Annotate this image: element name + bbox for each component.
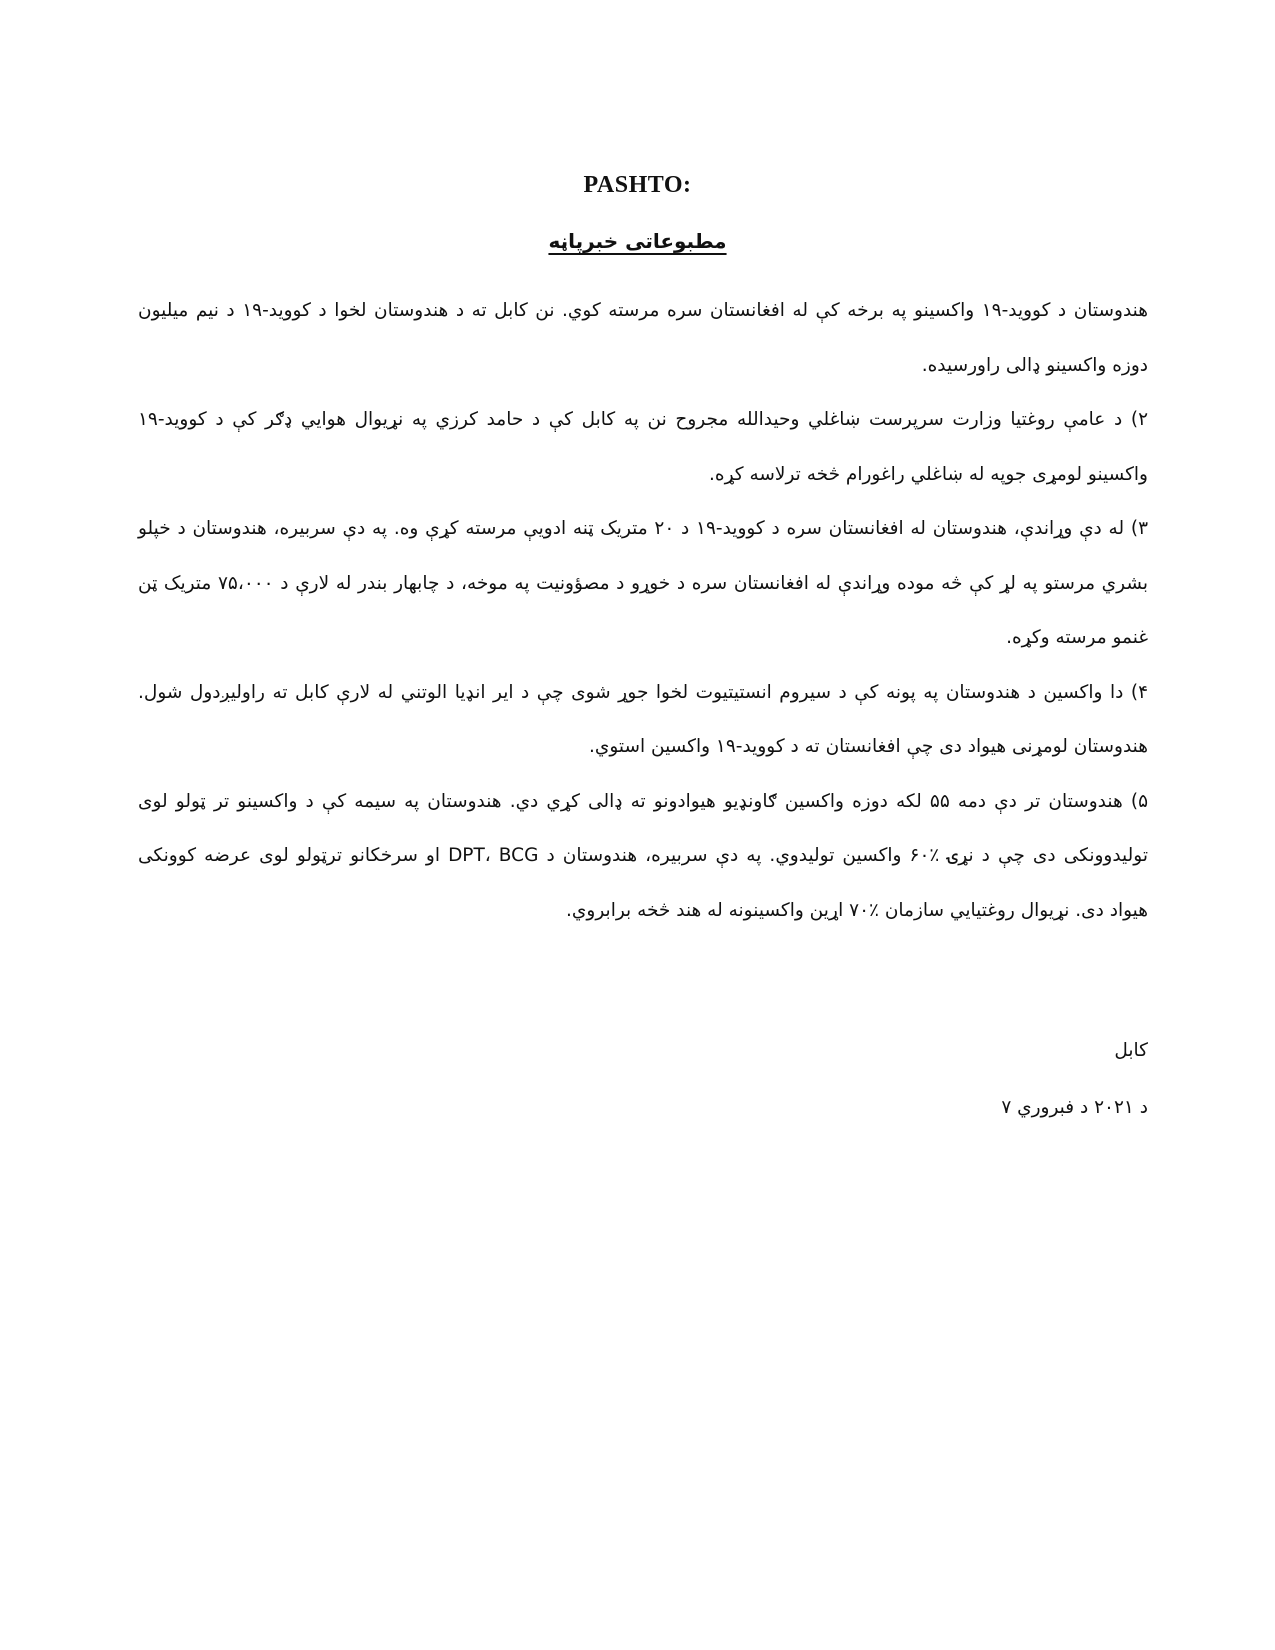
press-release-title	[0, 228, 1275, 255]
paragraph-3: ۳) له دې وړاندې، هندوستان له افغانستان سره د کووید-۱۹ د ۲۰ متریک ټنه ادویې مرسته کړې وه. په دې سربیره، هندوستان د خپلو بشري مرستو په لړ کې څه موده وړاندې له افغانستان سره د خوړو د مصؤونیت په موخه، د چابهار بندر له لارې د ۷۵،۰۰۰ متریک ټن غنمو مرسته وکړه.	[138, 518, 1149, 648]
dateline-date: د ۲۰۲۱ د فبروري ۷	[1001, 1097, 1148, 1118]
paragraph-1: هندوستان د کووید-۱۹ واکسینو په برخه کې له افغانستان سره مرسته کوي. نن کابل ته د هندوستان لخوا د کووید-۱۹ د نیم میلیون دوزه واکسینو ډالی راورسیده.	[138, 300, 1148, 376]
press-release-body	[138, 284, 1148, 938]
dateline-place: کابل	[1114, 1040, 1148, 1061]
paragraph-2: ۲) د عامې روغتیا وزارت سرپرست ښاغلي وحیدالله مجروح نن په کابل کې د حامد کرزي په نړیوال هوایي ډګر کې د کووید-۱۹ واکسینو لومړی جوپه له ښاغلي راغورام څخه ترلاسه کړه.	[138, 409, 1148, 485]
paragraph-4: ۴) دا واکسین د هندوستان په پونه کې د سیروم انستیتیوت لخوا جوړ شوی چې د ایر انډیا الوتني له لارې کابل ته راولیږدول شول. هندوستان لومړنی هیواد دی چې افغانستان ته د کووید-۱۹ واکسین استوي.	[138, 681, 1148, 757]
paragraph-5: ۵) هندوستان تر دې دمه ۵۵ لکه دوزه واکسین ګاونډیو هیوادونو ته ډالی کړي دي. هندوستان په سیمه کې د واکسینو تر ټولو لوی تولیدوونکی دی چې د نړۍ ٪۶۰ واکسین تولیدوي. په دې سربیره، هندوستان د DPT، BCG او سرخکانو ترټولو لوی عرضه کوونکی هیواد دی. نړیوال روغتیایي سازمان ٪۷۰ اړین واکسینونه له هند څخه برابروي.	[138, 790, 1148, 921]
language-heading: PASHTO:	[583, 172, 692, 198]
press-release-title-text: مطبوعاتی خبرپاڼه	[548, 229, 727, 253]
